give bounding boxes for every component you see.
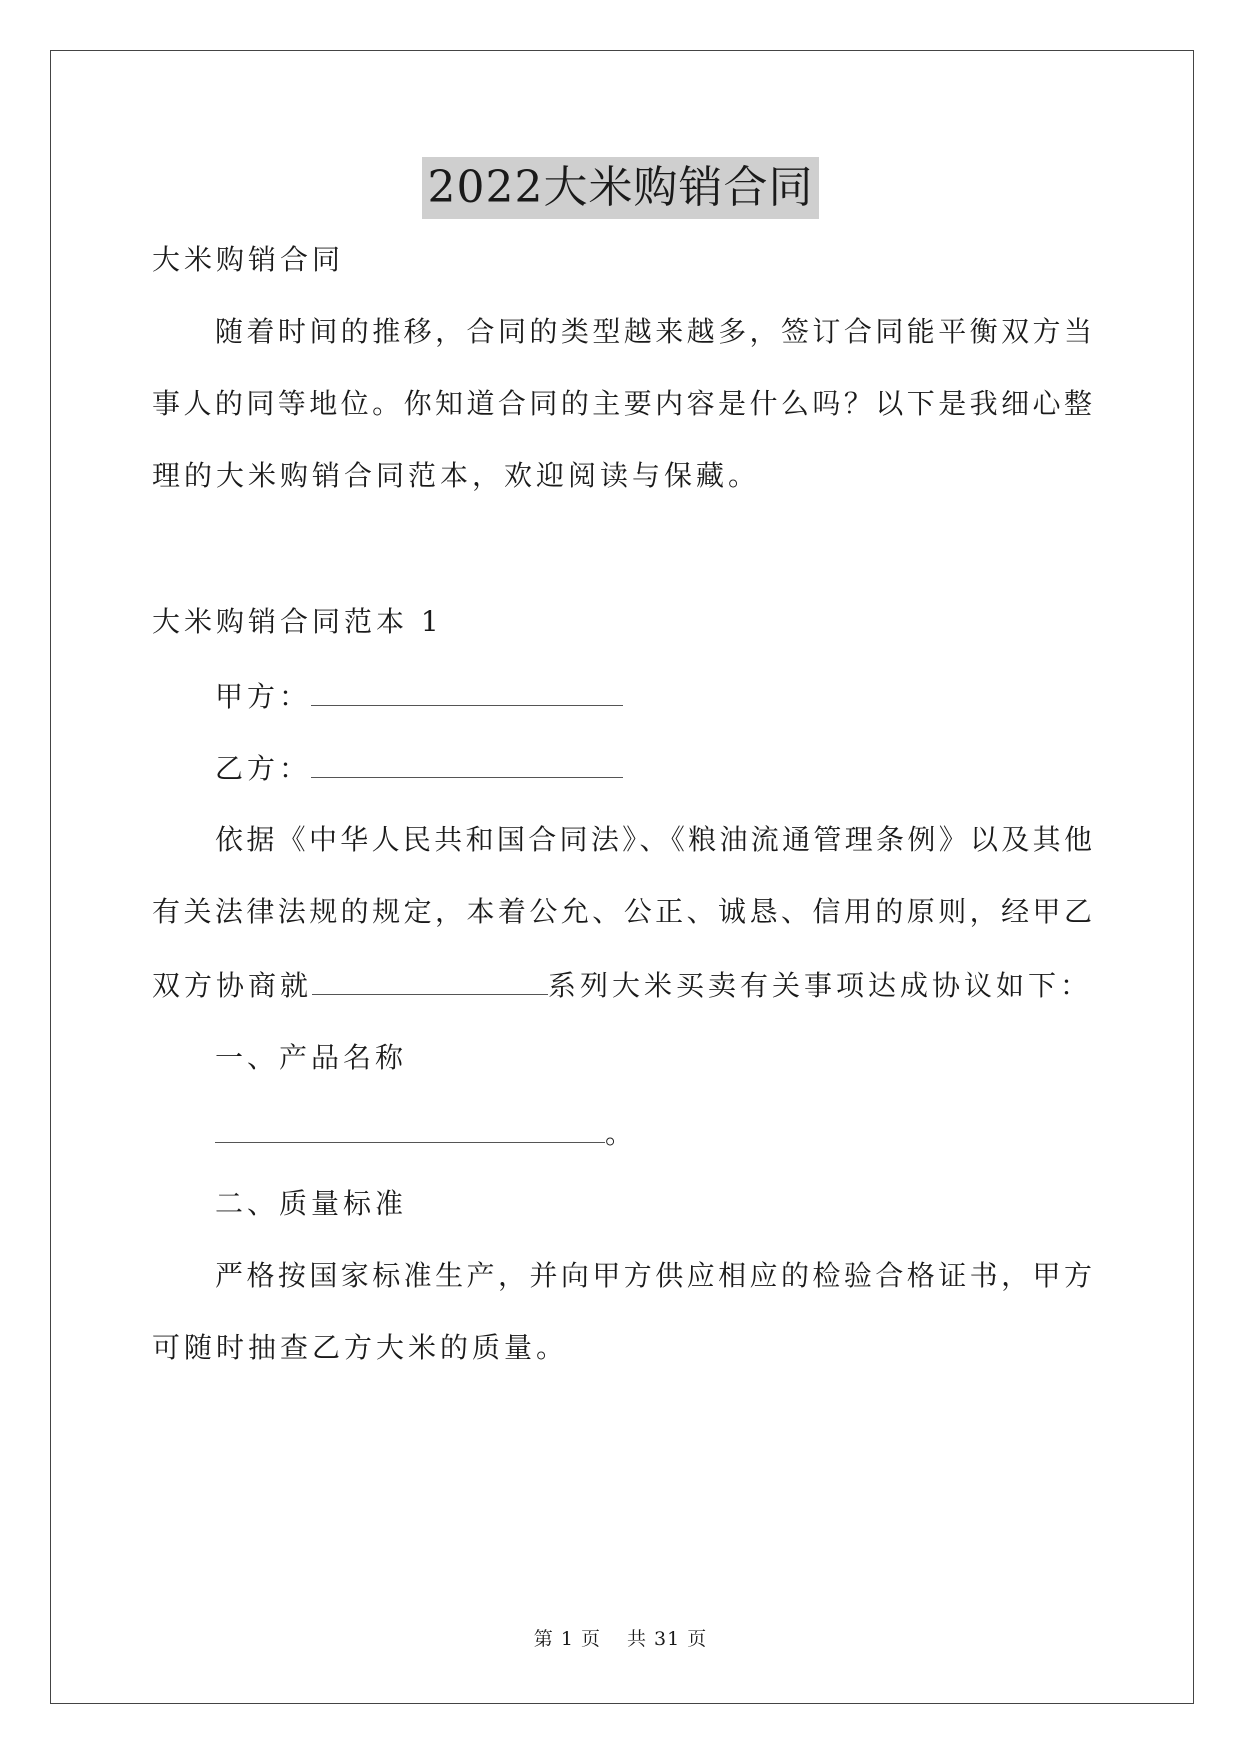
document-title: 2022大米购销合同 [422, 157, 820, 219]
product-name-period: 。 [605, 1117, 638, 1150]
basis-line-3-suffix: 系列大米买卖有关事项达成协议如下： [548, 969, 1093, 1002]
basis-paragraph-line-1: 依据《中华人民共和国合同法》、《粮油流通管理条例》以及其他 [215, 823, 1092, 856]
basis-paragraph-line-2: 有关法律法规的规定，本着公允、公正、诚恳、信用的原则，经甲乙 [152, 895, 1092, 928]
series-blank [312, 964, 548, 995]
section-2-line-2: 可随时抽查乙方大米的质量。 [152, 1331, 569, 1364]
party-a-label: 甲方： [215, 680, 312, 713]
party-b-blank [311, 747, 623, 778]
page-number: 第 1 页 [533, 1628, 601, 1650]
page-total: 共 31 页 [626, 1628, 708, 1650]
party-a-blank [311, 675, 623, 706]
party-b-row [215, 747, 1092, 789]
intro-paragraph-line-1: 随着时间的推移，合同的类型越来越多，签订合同能平衡双方当 [215, 315, 1092, 348]
intro-paragraph-line-2: 事人的同等地位。你知道合同的主要内容是什么吗？以下是我细心整 [152, 387, 1092, 420]
title-container [0, 157, 1241, 219]
sample-heading: 大米购销合同范本 1 [152, 605, 443, 638]
section-2-line-1: 严格按国家标准生产，并向甲方供应相应的检验合格证书，甲方 [215, 1259, 1092, 1292]
page-footer [0, 1626, 1241, 1652]
party-b-label: 乙方： [215, 752, 312, 785]
section-2-heading: 二、质量标准 [215, 1187, 408, 1220]
intro-paragraph-line-3: 理的大米购销合同范本，欢迎阅读与保藏。 [152, 459, 761, 492]
product-name-row [215, 1112, 1092, 1154]
basis-paragraph-line-3 [152, 964, 1092, 1006]
page-border [50, 50, 1194, 1704]
section-1-heading: 一、产品名称 [215, 1041, 408, 1074]
intro-heading: 大米购销合同 [152, 243, 345, 276]
basis-line-3-prefix: 双方协商就 [152, 969, 313, 1002]
product-name-blank [215, 1112, 605, 1143]
party-a-row [215, 675, 1092, 717]
